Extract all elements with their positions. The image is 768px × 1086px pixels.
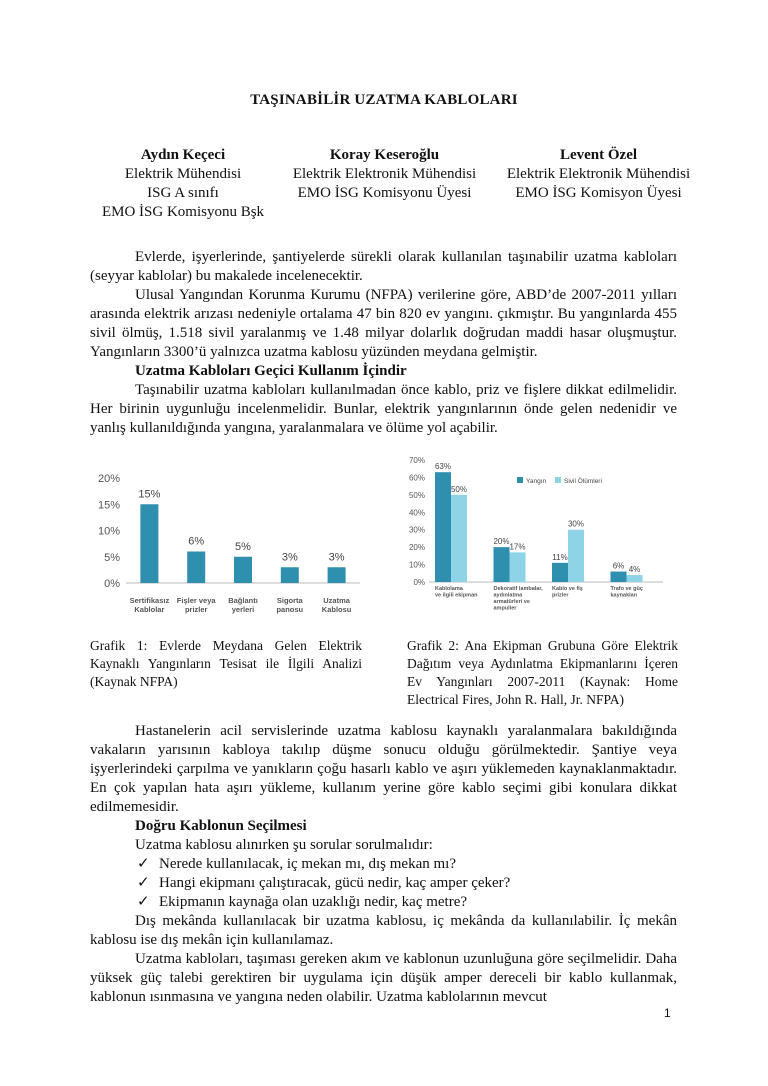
x-category-label: prizler xyxy=(184,605,208,614)
x-category-label: Bağlantı xyxy=(228,596,258,605)
y-tick-label: 40% xyxy=(408,508,425,518)
bar xyxy=(281,567,299,583)
checklist-text: Ekipmanın kaynağa olan uzaklığı nedir, kaç metre? xyxy=(159,894,468,910)
bar xyxy=(140,504,158,583)
figure-caption: Grafik 2: Ana Ekipman Grubuna Göre Elektrik Dağıtım veya Aydınlatma Ekipmanlarını İçeren Ev Yangınları 2007-2011 (Kaynak: Home Electrical Fires, John R. Hall, Jr. NFPA) xyxy=(407,638,678,707)
section-heading: Uzatma Kabloları Geçici Kullanım İçindir xyxy=(135,363,407,379)
bar-value-label: 5% xyxy=(235,540,251,553)
grouped-bar-chart-equipment-fires xyxy=(395,452,680,627)
paragraph: Dış mekânda kullanılacak bir uzatma kablosu, iç mekânda da kullanılabilir. İç mekân kablosu ise dış mekân için kullanılamaz. xyxy=(90,913,677,948)
bar-series-2 xyxy=(627,575,643,582)
bar-series-2 xyxy=(568,530,584,582)
y-tick-label: 20% xyxy=(408,543,425,553)
x-category-label: armatürleri ve xyxy=(493,599,530,605)
author-affiliation: Elektrik Elektronik Mühendisi xyxy=(292,166,477,182)
author-affiliation: Elektrik Elektronik Mühendisi xyxy=(506,166,691,182)
bar-value-label: 15% xyxy=(138,488,161,501)
bar-value-label: 20% xyxy=(493,537,510,547)
bar xyxy=(187,552,205,584)
author-name: Aydın Keçeci xyxy=(140,147,226,163)
x-category-label: ve ilgili ekipman xyxy=(435,592,478,599)
body-section-intro xyxy=(90,248,677,438)
check-icon: ✓ xyxy=(137,856,150,872)
section-heading: Doğru Kablonun Seçilmesi xyxy=(135,818,307,834)
paragraph: Hastanelerin acil servislerinde uzatma kablosu kaynaklı yaralanmalara bakıldığında vakaların yarısının kabloya takılıp düşme sonucu olduğu görülmektedir. Şantiye veya işyerlerindeki çarpılma ve yanıkların çoğu hasarlı kablo ve aşırı yüklemeden kaynaklanmaktadır. En çok yapılan hata aşırı yükleme, kullanım yerine göre kablo seçimi gibi konulara dikkat edilmemesidir. xyxy=(90,723,677,815)
y-tick-label: 70% xyxy=(408,456,425,465)
checklist-item xyxy=(90,893,677,912)
bar-series-2 xyxy=(510,552,526,582)
bar-value-label: 4% xyxy=(628,565,641,575)
y-tick-label: 10% xyxy=(408,560,425,570)
x-category-label: Trafo ve güç xyxy=(610,586,643,592)
y-tick-label: 60% xyxy=(408,473,425,483)
x-category-label: prizler xyxy=(552,592,569,599)
x-category-label: yerleri xyxy=(231,605,255,614)
bar-series-2 xyxy=(451,495,467,582)
checklist-item xyxy=(90,855,677,874)
x-category-label: Sertifikasız xyxy=(129,596,170,605)
paragraph: Taşınabilir uzatma kabloları kullanılmadan önce kablo, priz ve fişlere dikkat edilmelidir. Her birinin uygunluğu incelenmelidir. Bunlar, elektrik yangınlarının önde gelen nedenidir ve yanlış kullanıldığında yangına, yaralanmalara ve ölüme yol açabilir. xyxy=(90,382,677,436)
x-category-label: Kablo ve fiş xyxy=(552,586,583,592)
x-category-label: Kablosu xyxy=(321,605,352,614)
figure-caption: Grafik 1: Evlerde Meydana Gelen Elektrik Kaynaklı Yangınların Tesisat ile İlgili Analizi (Kaynak NFPA) xyxy=(90,638,362,689)
checklist-text: Nerede kullanılacak, iç mekan mı, dış mekan mı? xyxy=(159,856,456,872)
y-tick-label: 15% xyxy=(97,499,120,512)
check-icon: ✓ xyxy=(137,875,150,891)
page-number: 1 xyxy=(664,1006,671,1020)
bar xyxy=(234,557,252,583)
check-icon: ✓ xyxy=(137,894,150,910)
checklist-item xyxy=(90,874,677,893)
document-title: TAŞINABİLİR UZATMA KABLOLARI xyxy=(250,92,518,108)
bar-value-label: 3% xyxy=(281,551,298,564)
y-tick-label: 5% xyxy=(104,551,120,564)
author-name: Levent Özel xyxy=(559,147,638,163)
bar-series-1 xyxy=(611,572,627,582)
y-tick-label: 50% xyxy=(408,490,425,500)
y-tick-label: 30% xyxy=(408,525,425,535)
x-category-label: Dekoratif lambalar, xyxy=(493,586,543,592)
bar-value-label: 17% xyxy=(509,542,526,552)
bar-series-1 xyxy=(552,563,568,582)
author-affiliation: EMO İSG Komisyonu Bşk xyxy=(101,204,265,220)
y-tick-label: 0% xyxy=(413,578,425,587)
x-category-label: Fişler veya xyxy=(176,596,216,605)
x-category-label: Sigorta xyxy=(276,596,303,605)
author-affiliation: EMO İSG Komisyonu Üyesi xyxy=(297,185,472,201)
bar-value-label: 3% xyxy=(328,551,345,564)
chart-1-canvas xyxy=(90,460,375,625)
author-affiliation: Elektrik Mühendisi xyxy=(124,166,242,182)
author-affiliation: ISG A sınıfı xyxy=(147,185,219,201)
bar xyxy=(328,567,346,583)
bar-chart-fire-analysis xyxy=(90,460,375,625)
bar-value-label: 63% xyxy=(434,462,452,472)
x-category-label: aydınlatma xyxy=(493,592,523,599)
legend-swatch xyxy=(517,477,523,483)
legend-swatch xyxy=(555,477,561,483)
x-category-label: Kablolama xyxy=(435,586,463,592)
bar-series-1 xyxy=(435,472,451,582)
bar-value-label: 50% xyxy=(450,484,468,494)
author-block xyxy=(282,146,487,203)
x-category-label: panosu xyxy=(276,605,304,614)
x-category-label: Kablolar xyxy=(134,605,165,614)
paragraph: Ulusal Yangından Korunma Kurumu (NFPA) verilerine göre, ABD’de 2007-2011 yılları arasında elektrik arızası nedeniyle ortalama 47 bin 820 ev yangını. çıkmıştır. Bu yangınlarda 455 sivil ölmüş, 1.518 sivil yaralanmış ve 1.48 milyar dolarlık doğrudan maddi hasar oluşmuştur. Yangınların 3300’ü yalnızca uzatma kablosu yüzünden meydana gelmiştir. xyxy=(90,287,677,360)
author-name: Koray Keseroğlu xyxy=(329,147,440,163)
author-block xyxy=(496,146,701,203)
bar-series-1 xyxy=(494,547,510,582)
body-section-selection xyxy=(90,722,677,1007)
bar-value-label: 30% xyxy=(567,519,585,529)
bar-value-label: 6% xyxy=(612,561,625,571)
x-category-label: kaynakları xyxy=(610,592,638,599)
paragraph: Uzatma kabloları, taşıması gereken akım ve kablonun uzunluğuna göre seçilmelidir. Daha yüksek güç talebi gerektiren bir uygulama için düşük amper dereceli bir kablo kullanmak, kablonun ısınmasına ve yangına neden olabilir. Uzatma kablolarının mevcut xyxy=(90,951,677,1005)
paragraph: Uzatma kablosu alınırken şu sorular sorulmalıdır: xyxy=(135,837,433,853)
legend-label: Yangın xyxy=(526,478,547,485)
author-affiliation: EMO İSG Komisyon Üyesi xyxy=(515,185,682,201)
x-category-label: ampuller xyxy=(493,605,517,612)
bar-value-label: 6% xyxy=(188,535,205,548)
bar-value-label: 11% xyxy=(552,552,568,562)
y-tick-label: 0% xyxy=(104,578,120,590)
paragraph: Evlerde, işyerlerinde, şantiyelerde sürekli olarak kullanılan taşınabilir uzatma kabloları (seyyar kablolar) bu makalede incelenecektir. xyxy=(90,249,677,284)
x-category-label: Uzatma xyxy=(323,596,350,605)
y-tick-label: 10% xyxy=(97,525,120,538)
author-block xyxy=(88,146,278,222)
chart-2-canvas xyxy=(395,452,680,627)
legend-label: Sivil Ölümleri xyxy=(564,478,602,485)
y-tick-label: 20% xyxy=(97,473,120,485)
checklist-text: Hangi ekipmanı çalıştıracak, gücü nedir, kaç amper çeker? xyxy=(159,875,511,891)
